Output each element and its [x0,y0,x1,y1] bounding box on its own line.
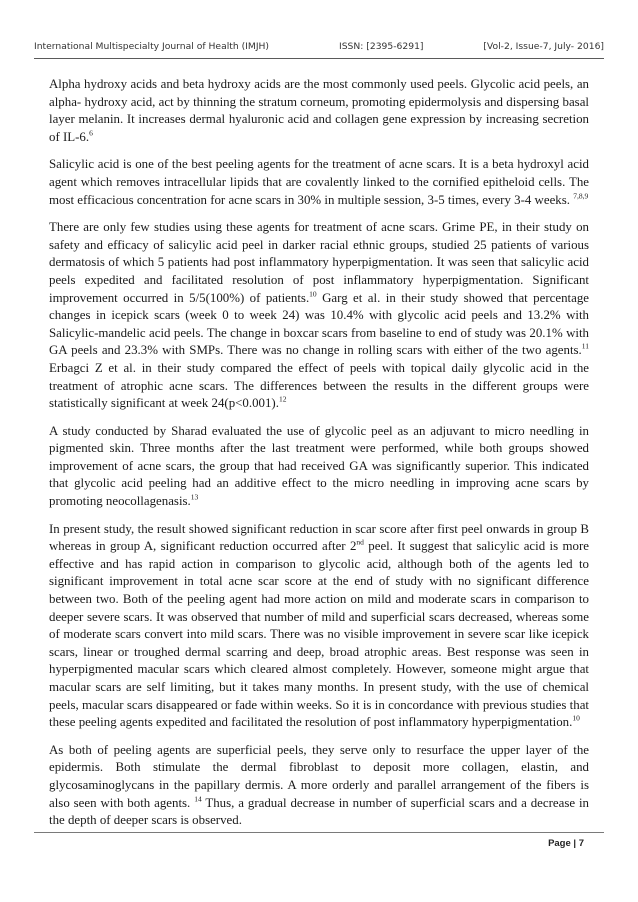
paragraph-salicylic-acid: Salicylic acid is one of the best peeling agents for the treatment of acne scars. It is a beta hydroxyl acid agent which removes intracellular lipids that are covalently linked to the cornified epitheloid cells. The most efficacious concentration for acne scars in 30% in multiple session, 3-5 times, every 3-4 weeks. $^{7,8,9}$ [49,157,589,207]
volume-issue: [Vol-2, Issue-7, July- 2016] [483,41,604,52]
paragraph-sharad-study: A study conducted by Sharad evaluated the use of glycolic peel as an adjuvant to micro needling in pigmented skin. Three months after the last treatment were performed, while both groups showed improvement of acne scars, the group that had received GA was significantly superior. This indicated that glycolic acid peeling had an additive effect to the micro needling in improving acne scars by promoting neocollagenasis.$^{13}$ [49,423,589,509]
paragraph-previous-studies: There are only few studies using these agents for treatment of acne scars. Grime PE, in their study on safety and efficacy of salicylic acid peel in darker racial ethnic groups, studied 25 patients of various dermatosis of which 5 patients had post inflammatory hyperpigmentation. It was seen that salicylic acid peels expedited and facilitated resolution of post inflammatory hyperpigmentation. Significant improvement occurred in 5/5(100%) of patients.$^{10}$ Garg et al. in their study showed that percentage changes in icepick scars (week 0 to week 24) was 10.4% with glycolic acid peels and 13.2% with Salicylic-mandelic acid peels. The change in boxcar scars from baseline to end of study was 20.1% with GA peels and 23.3% with SMPs. There was no change in rolling scars with either of the two agents.$^{11}$ Erbagci Z et al. in their study compared the effect of peels with topical daily glycolic acid in the treatment of atrophic acne scars. The differences between the results in the different groups were statistically significant at week 24(p<0.001).$^{12}$ [49,220,589,411]
citation: 11 [581,342,589,352]
page-footer [34,832,604,851]
page-number: Page | 7 [548,838,584,849]
issn: ISSN: [2395-6291] [339,41,424,52]
citation: 6 [89,128,93,138]
ordinal-suffix: nd [356,537,364,547]
journal-name: International Multispecialty Journal of Health (IMJH) [34,41,270,52]
citation: 14 [194,794,202,804]
article-body [49,76,589,840]
paragraph-superficial-peels: As both of peeling agents are superficial peels, they serve only to resurface the upper layer of the epidermis. Both stimulate the dermal fibroblast to deposit more collagen, elastin, and glycosaminoglycans in the papillary dermis. A more orderly and parallel arrangement of the fibers is also seen with both agents. $^{14}$ Thus, a gradual decrease in number of superficial scars and a decrease in the depth of deeper scars is observed. [49,742,589,828]
citation: 12 [278,394,287,404]
citation: 10 [309,289,317,299]
running-header [34,38,604,59]
paragraph-present-study: In present study, the result showed significant reduction in scar score after first peel onwards in group B whereas in group A, significant reduction occurred after 2nd peel. It suggest that salicylic acid is more effective and has rapid action in comparison to glycolic acid, although both of the agents led to significant improvement in total acne scar score at the end of study with no significant difference between two. Both of the peeling agent had more action on mild and moderate scars in comparison to deeper severe scars. It was observed that number of mild and superficial scars decreased, whereas some of moderate scars convert into mild scars. There was no visible improvement in severe scar like icepick scars, linear or troughed dermal scarring and deep, broad atrophic areas. Best response was seen in hyperpigmented macular scars which cleared almost completely. However, someone might argue that macular scars are self limiting, but it takes many months. In present study, with the use of chemical peels, macular scars disappeared or fade within weeks. So it is in concordance with previous studies that these peeling agents expedited and facilitated the resolution of post inflammatory hyperpigmentation.$^{10}$ [49,521,589,730]
citation: 10 [572,713,580,723]
citation: 13 [190,492,199,502]
paragraph-alpha-hydroxy: Alpha hydroxy acids and beta hydroxy acids are the most commonly used peels. Glycolic acid peels, an alpha- hydroxy acid, act by thinning the stratum corneum, promoting epidermolysis and dispersing basal layer melanin. It increases dermal hyaluronic acid and collagen gene expression by increasing secretion of IL-6.$^6$ [49,77,589,144]
citation: 7,8,9 [573,191,589,201]
